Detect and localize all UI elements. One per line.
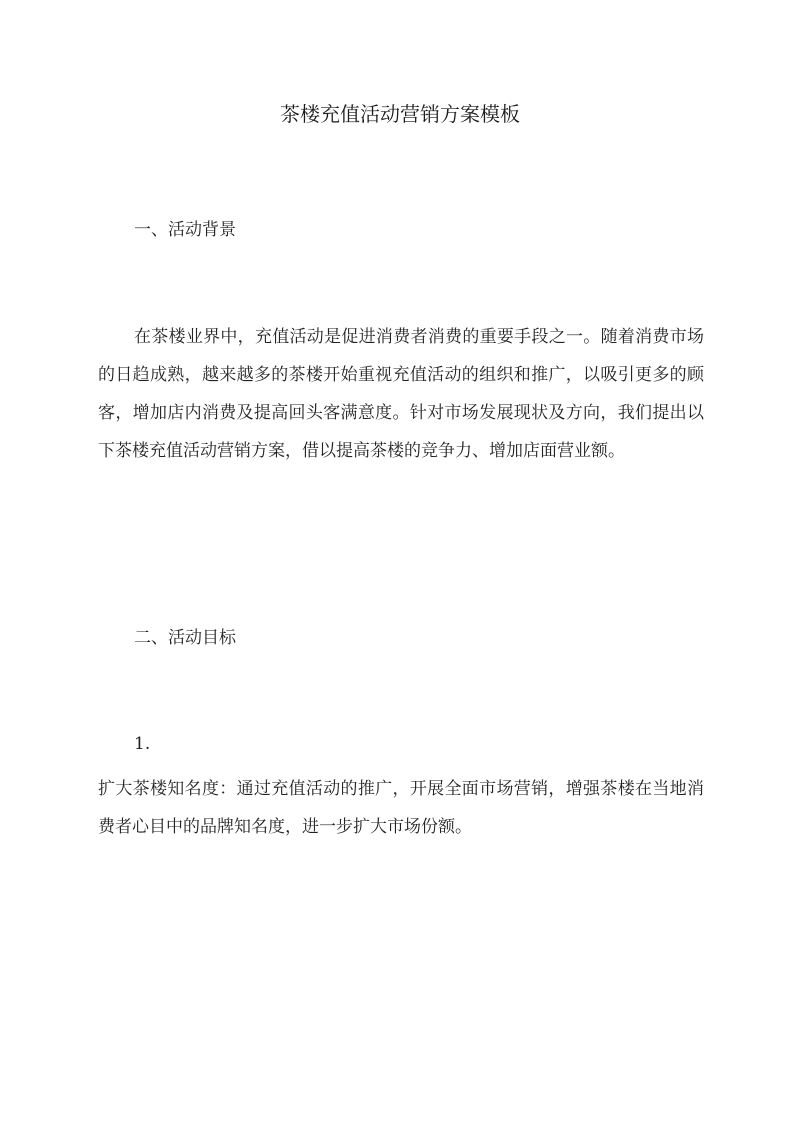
document-title: 茶楼充值活动营销方案模板 [280, 102, 520, 126]
goal-item-text: 扩大茶楼知名度：通过充值活动的推广，开展全面市场营销，增强茶楼在当地消费者心目中的品牌知名度，进一步扩大市场份额。 [98, 779, 704, 837]
section-heading-goals: 二、活动目标 [134, 628, 236, 648]
section-heading-background: 一、活动背景 [134, 220, 236, 240]
goal-item-number: 1. [134, 734, 151, 754]
section-paragraph-background: 在茶楼业界中，充值活动是促进消费者消费的重要手段之一。随着消费市场的日趋成熟，越来越多的茶楼开始重视充值活动的组织和推广，以吸引更多的顾客，增加店内消费及提高回头客满意度。针对市场发展现状及方向，我们提出以下茶楼充值活动营销方案，借以提高茶楼的竞争力、增加店面营业额。 [98, 327, 704, 461]
